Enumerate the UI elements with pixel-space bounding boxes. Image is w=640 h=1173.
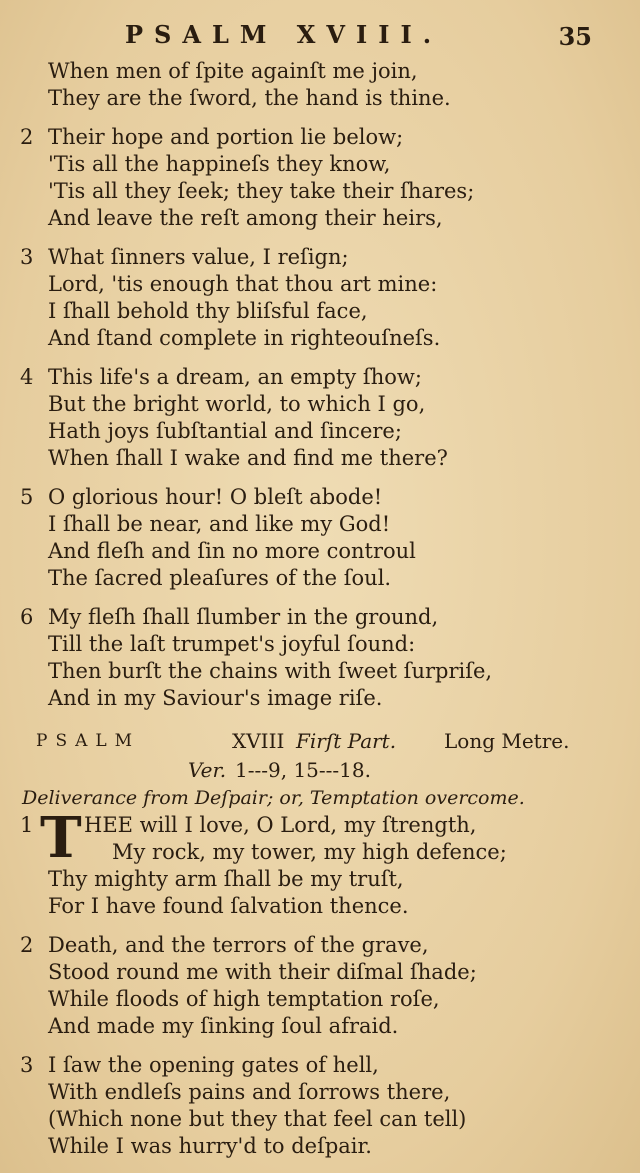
line-text: While I was hurry'd to deſpair. <box>48 1134 372 1158</box>
line-text: O glorious hour! O bleſt abode! <box>48 485 383 509</box>
psalm-subtitle: Deliverance from Deſpair; or, Temptation overcome. <box>22 787 525 809</box>
stanza-line <box>0 1079 640 1106</box>
line-text: When ſhall I wake and find me there? <box>48 446 448 470</box>
stanza-line <box>0 178 640 205</box>
stanza-line <box>0 604 640 631</box>
stanzas-after <box>0 932 640 1172</box>
line-text: The ſacred pleaſures of the ſoul. <box>48 566 392 590</box>
stanza <box>0 58 640 112</box>
line-text: 'Tis all they ſeek; they take their ſhares; <box>48 179 475 203</box>
stanza <box>0 1052 640 1160</box>
stanza-line <box>0 1106 640 1133</box>
stanza <box>0 364 640 472</box>
verses-label: Ver. <box>188 758 227 782</box>
line-text: And ſtand complete in righteouſneſs. <box>48 326 441 350</box>
first-line-text: HEE will I love, O Lord, my ſtrength, <box>84 813 477 837</box>
stanza <box>0 484 640 592</box>
stanza-line <box>0 511 640 538</box>
stanza-line <box>0 271 640 298</box>
stanza-line <box>0 986 640 1013</box>
verses-line <box>0 756 640 784</box>
line-text: Thy mighty arm ſhall be my truſt, <box>48 867 404 891</box>
stanza-line <box>0 839 640 866</box>
stanza-line <box>0 85 640 112</box>
stanza-line <box>0 244 640 271</box>
stanza-line <box>0 866 640 893</box>
stanza <box>0 932 640 1040</box>
stanza-line <box>0 685 640 712</box>
line-text: For I have found ſalvation thence. <box>48 894 409 918</box>
line-text: Death, and the terrors of the grave, <box>48 933 429 957</box>
stanza-number: 2 <box>20 125 34 149</box>
stanza-line <box>0 298 640 325</box>
line-text: Hath joys ſubſtantial and ſincere; <box>48 419 402 443</box>
verses-value: 1---9, 15---18. <box>235 758 371 782</box>
running-head: PSALM XVIII. <box>125 20 443 49</box>
stanza-line <box>0 959 640 986</box>
line-text: My fleſh ſhall ſlumber in the ground, <box>48 605 439 629</box>
stanzas-before <box>0 58 640 724</box>
stanza-line <box>0 418 640 445</box>
first-stanza <box>0 805 640 920</box>
stanza <box>0 604 640 712</box>
drop-cap: T <box>40 805 82 871</box>
stanza-line <box>0 364 640 391</box>
line-text: With endleſs pains and ſorrows there, <box>48 1080 451 1104</box>
stanza-line <box>0 631 640 658</box>
stanza-number: 4 <box>20 365 34 389</box>
line-text: And in my Saviour's image riſe. <box>48 686 383 710</box>
line-text: When men of ſpite againſt me join, <box>48 59 418 83</box>
line-text: Stood round me with their diſmal ſhade; <box>48 960 477 984</box>
line-text: Lord, 'tis enough that thou art mine: <box>48 272 438 296</box>
line-text: This life's a dream, an empty ſhow; <box>48 365 422 389</box>
line-text: What ſinners value, I reſign; <box>48 245 349 269</box>
line-text: 'Tis all the happineſs they know, <box>48 152 391 176</box>
page-header <box>0 18 640 52</box>
line-text: And made my ſinking ſoul afraid. <box>48 1014 399 1038</box>
line-text: I ſhall be near, and like my God! <box>48 512 391 536</box>
psalm-number: XVIII <box>232 729 285 753</box>
stanza-line <box>0 1013 640 1040</box>
stanza-line <box>0 58 640 85</box>
psalm-heading <box>0 726 640 756</box>
line-text: They are the ſword, the hand is thine. <box>48 86 451 110</box>
stanza-line <box>0 565 640 592</box>
page-body <box>0 58 640 1172</box>
line-text: Then burſt the chains with ſweet ſurpriſe, <box>48 659 493 683</box>
psalm-metre: Long Metre. <box>444 729 570 753</box>
page-number: 35 <box>558 22 592 51</box>
stanza-line <box>0 658 640 685</box>
line-text: While floods of high temptation roſe, <box>48 987 440 1011</box>
line-text: I ſhall behold thy bliſsful face, <box>48 299 368 323</box>
line-text: (Which none but they that feel can tell) <box>48 1107 467 1131</box>
line-text: And leave the reſt among their heirs, <box>48 206 443 230</box>
stanza-number: 3 <box>20 245 34 269</box>
line-text: My rock, my tower, my high defence; <box>112 840 507 864</box>
line-text: I ſaw the opening gates of hell, <box>48 1053 379 1077</box>
stanza <box>0 244 640 352</box>
stanza-number: 6 <box>20 605 34 629</box>
stanza-line <box>0 1133 640 1160</box>
stanza-line <box>0 124 640 151</box>
stanza-line <box>0 932 640 959</box>
line-text: Their hope and portion lie below; <box>48 125 404 149</box>
psalm-part: Firſt Part. <box>296 729 397 753</box>
psalm-label: PSALM <box>36 731 141 751</box>
line-text: Till the laſt trumpet's joyful ſound: <box>48 632 416 656</box>
stanza-number: 2 <box>20 933 34 957</box>
stanza-line <box>0 325 640 352</box>
stanza <box>0 124 640 232</box>
stanza-line <box>0 391 640 418</box>
stanza-line <box>0 445 640 472</box>
stanza-line <box>0 484 640 511</box>
stanza-number: 3 <box>20 1053 34 1077</box>
line-text: But the bright world, to which I go, <box>48 392 426 416</box>
stanza-line <box>0 893 640 920</box>
stanza-number: 5 <box>20 485 34 509</box>
stanza-number: 1 <box>20 813 34 837</box>
stanza-line <box>0 538 640 565</box>
line-text: And fleſh and ſin no more controul <box>48 539 416 563</box>
stanza-line <box>0 1052 640 1079</box>
stanza-line <box>0 151 640 178</box>
psalm-subtitle-line <box>0 784 640 812</box>
stanza-line <box>0 205 640 232</box>
